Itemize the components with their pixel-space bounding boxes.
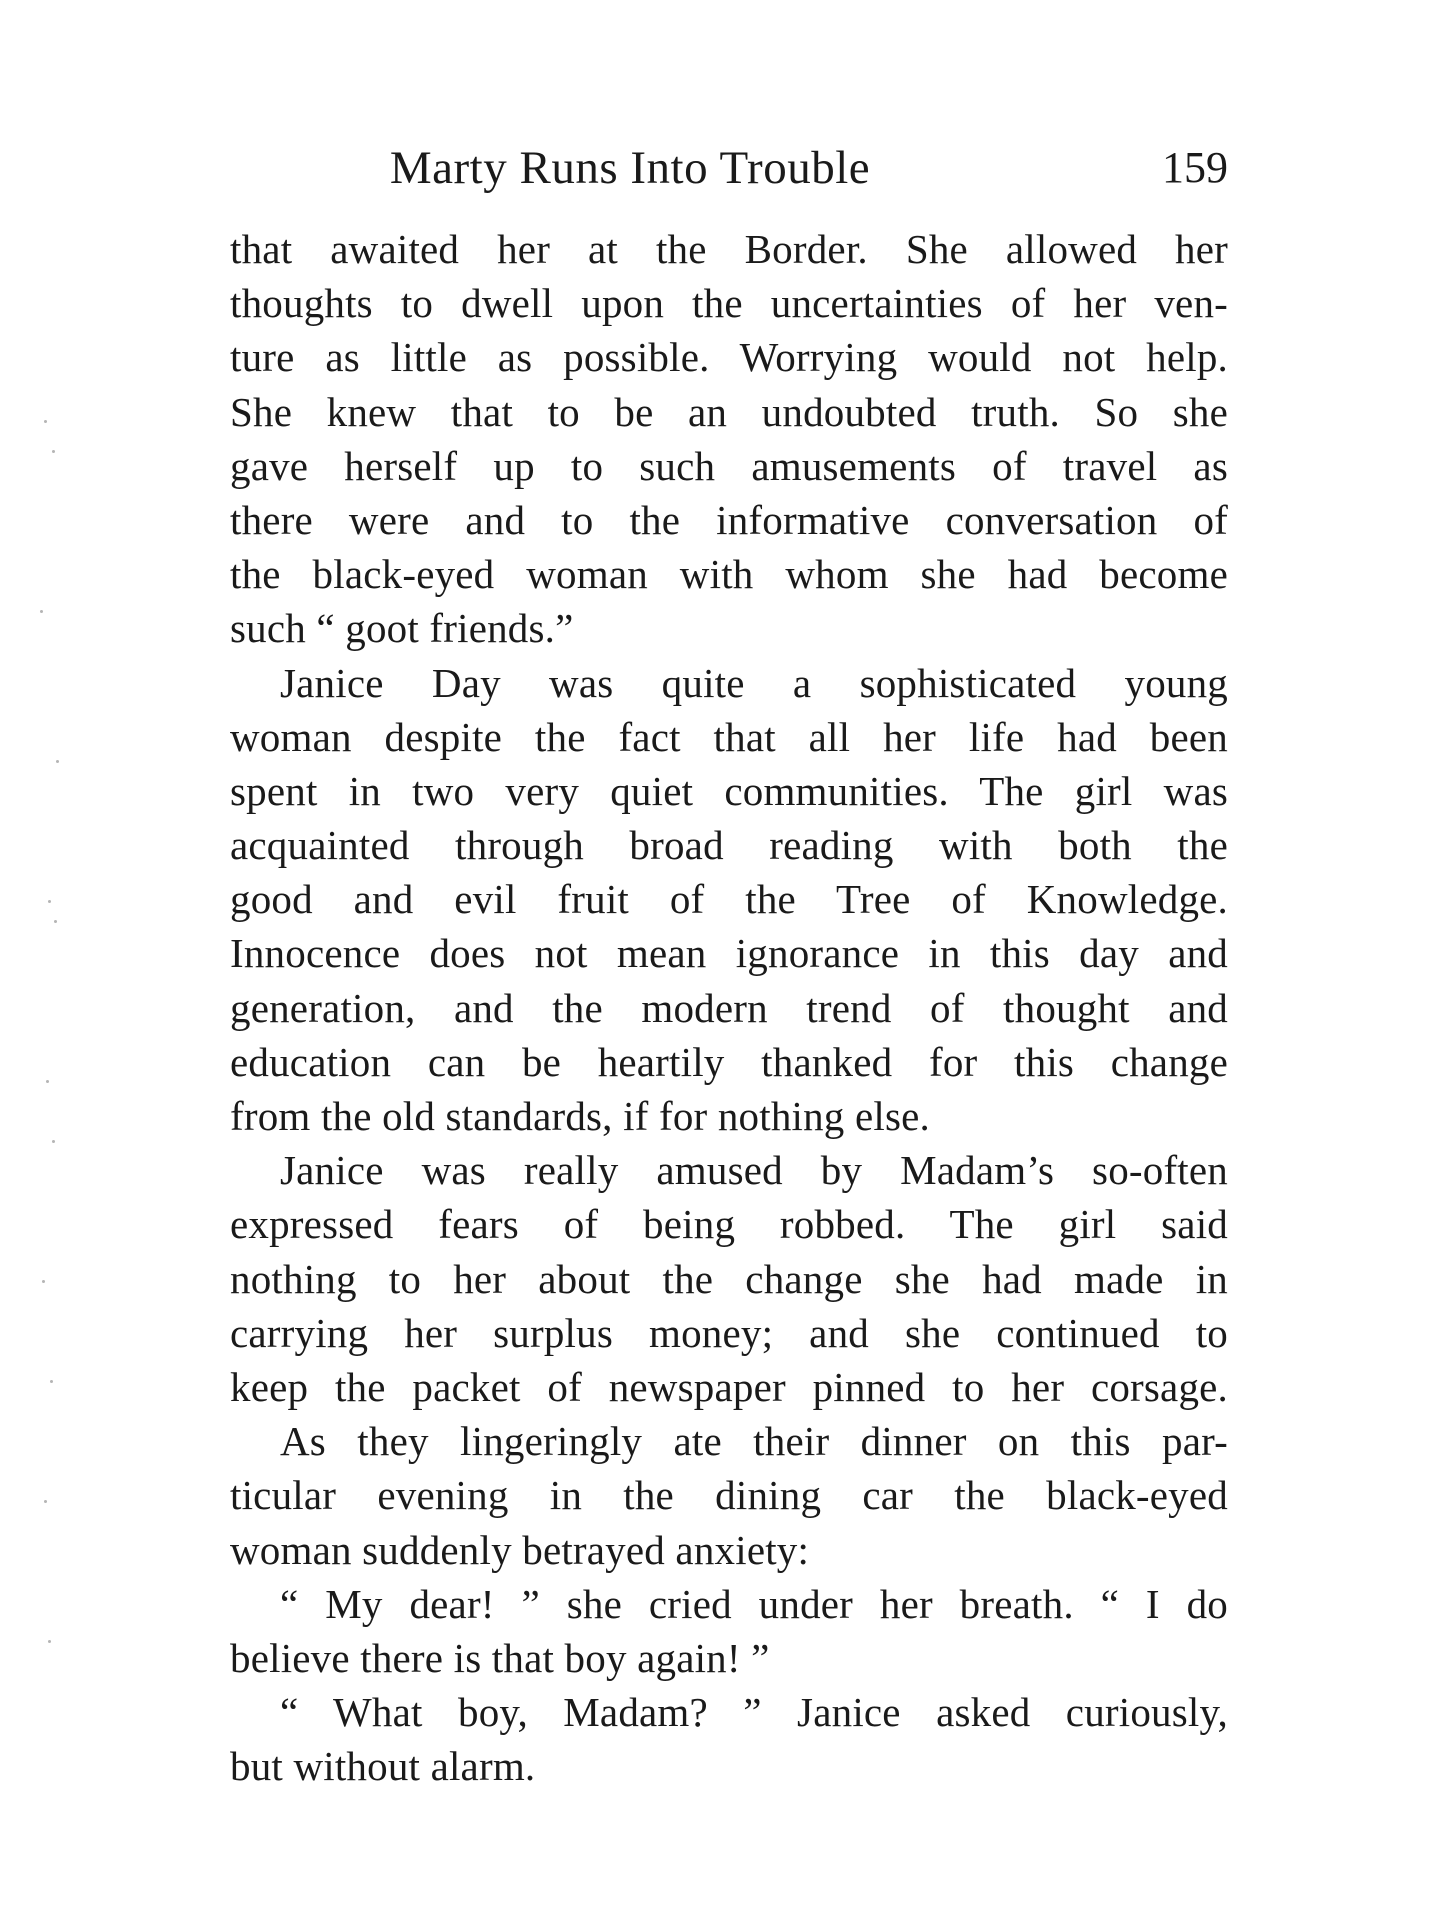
scan-speck (52, 450, 55, 453)
scan-speck (50, 1380, 53, 1383)
text-line: carrying her surplus money; and she continued to (230, 1309, 1228, 1356)
text-line: from the old standards, if for nothing else. (230, 1093, 930, 1139)
running-title: Marty Runs Into Trouble (389, 142, 871, 194)
running-head (230, 138, 1228, 198)
scan-speck (48, 1640, 51, 1643)
text-line: the black-eyed woman with whom she had become (230, 551, 1228, 598)
paragraph-start-line: Janice was really amused by Madam’s so-often (280, 1147, 1228, 1194)
text-line: gave herself up to such amusements of travel as (230, 442, 1228, 489)
paragraph-start-line: “ My dear! ” she cried under her breath. “ I do (280, 1580, 1228, 1627)
text-line: expressed fears of being robbed. The girl said (230, 1201, 1228, 1248)
scan-speck (44, 1500, 47, 1503)
scan-speck (52, 1140, 55, 1143)
text-line: believe there is that boy again! ” (230, 1634, 770, 1681)
text-line: She knew that to be an undoubted truth. So she (230, 388, 1228, 435)
text-line: generation, and the modern trend of thought and (230, 984, 1228, 1031)
text-line: ticular evening in the dining car the black-eyed (230, 1472, 1228, 1519)
text-line: there were and to the informative conversation of (230, 496, 1228, 543)
text-line: woman suddenly betrayed anxiety: (230, 1526, 810, 1573)
scan-speck (46, 1080, 49, 1083)
text-line: keep the packet of newspaper pinned to her corsage. (230, 1363, 1228, 1410)
paragraph-start-line: As they lingeringly ate their dinner on this par- (280, 1418, 1228, 1465)
scan-speck (48, 900, 51, 903)
scan-speck (56, 760, 59, 763)
page-number: 159 (1162, 143, 1228, 192)
paragraph-start-line: Janice Day was quite a sophisticated young (280, 659, 1228, 706)
text-line: but without alarm. (230, 1743, 536, 1790)
scan-speck (54, 920, 57, 923)
paragraph-start-line: “ What boy, Madam? ” Janice asked curiously, (280, 1689, 1228, 1736)
text-line: woman despite the fact that all her life had been (230, 713, 1228, 760)
text-line: spent in two very quiet communities. The girl was (230, 767, 1228, 814)
body-text (230, 222, 1228, 1793)
scan-speck (44, 420, 47, 423)
text-line: ture as little as possible. Worrying would not help. (230, 334, 1228, 381)
scan-speck (40, 610, 43, 613)
text-line: acquainted through broad reading with both the (230, 822, 1228, 869)
text-line: nothing to her about the change she had made in (230, 1255, 1228, 1302)
text-line: good and evil fruit of the Tree of Knowledge. (230, 876, 1228, 923)
scan-speck (42, 1280, 45, 1283)
text-line: such “ goot friends.” (230, 605, 574, 652)
text-line: that awaited her at the Border. She allowed her (230, 226, 1228, 272)
text-line: education can be heartily thanked for this change (230, 1038, 1228, 1085)
scan-margin-specks (30, 380, 80, 1730)
text-line: Innocence does not mean ignorance in this day and (230, 930, 1228, 977)
text-line: thoughts to dwell upon the uncertainties of her ven- (230, 280, 1228, 327)
